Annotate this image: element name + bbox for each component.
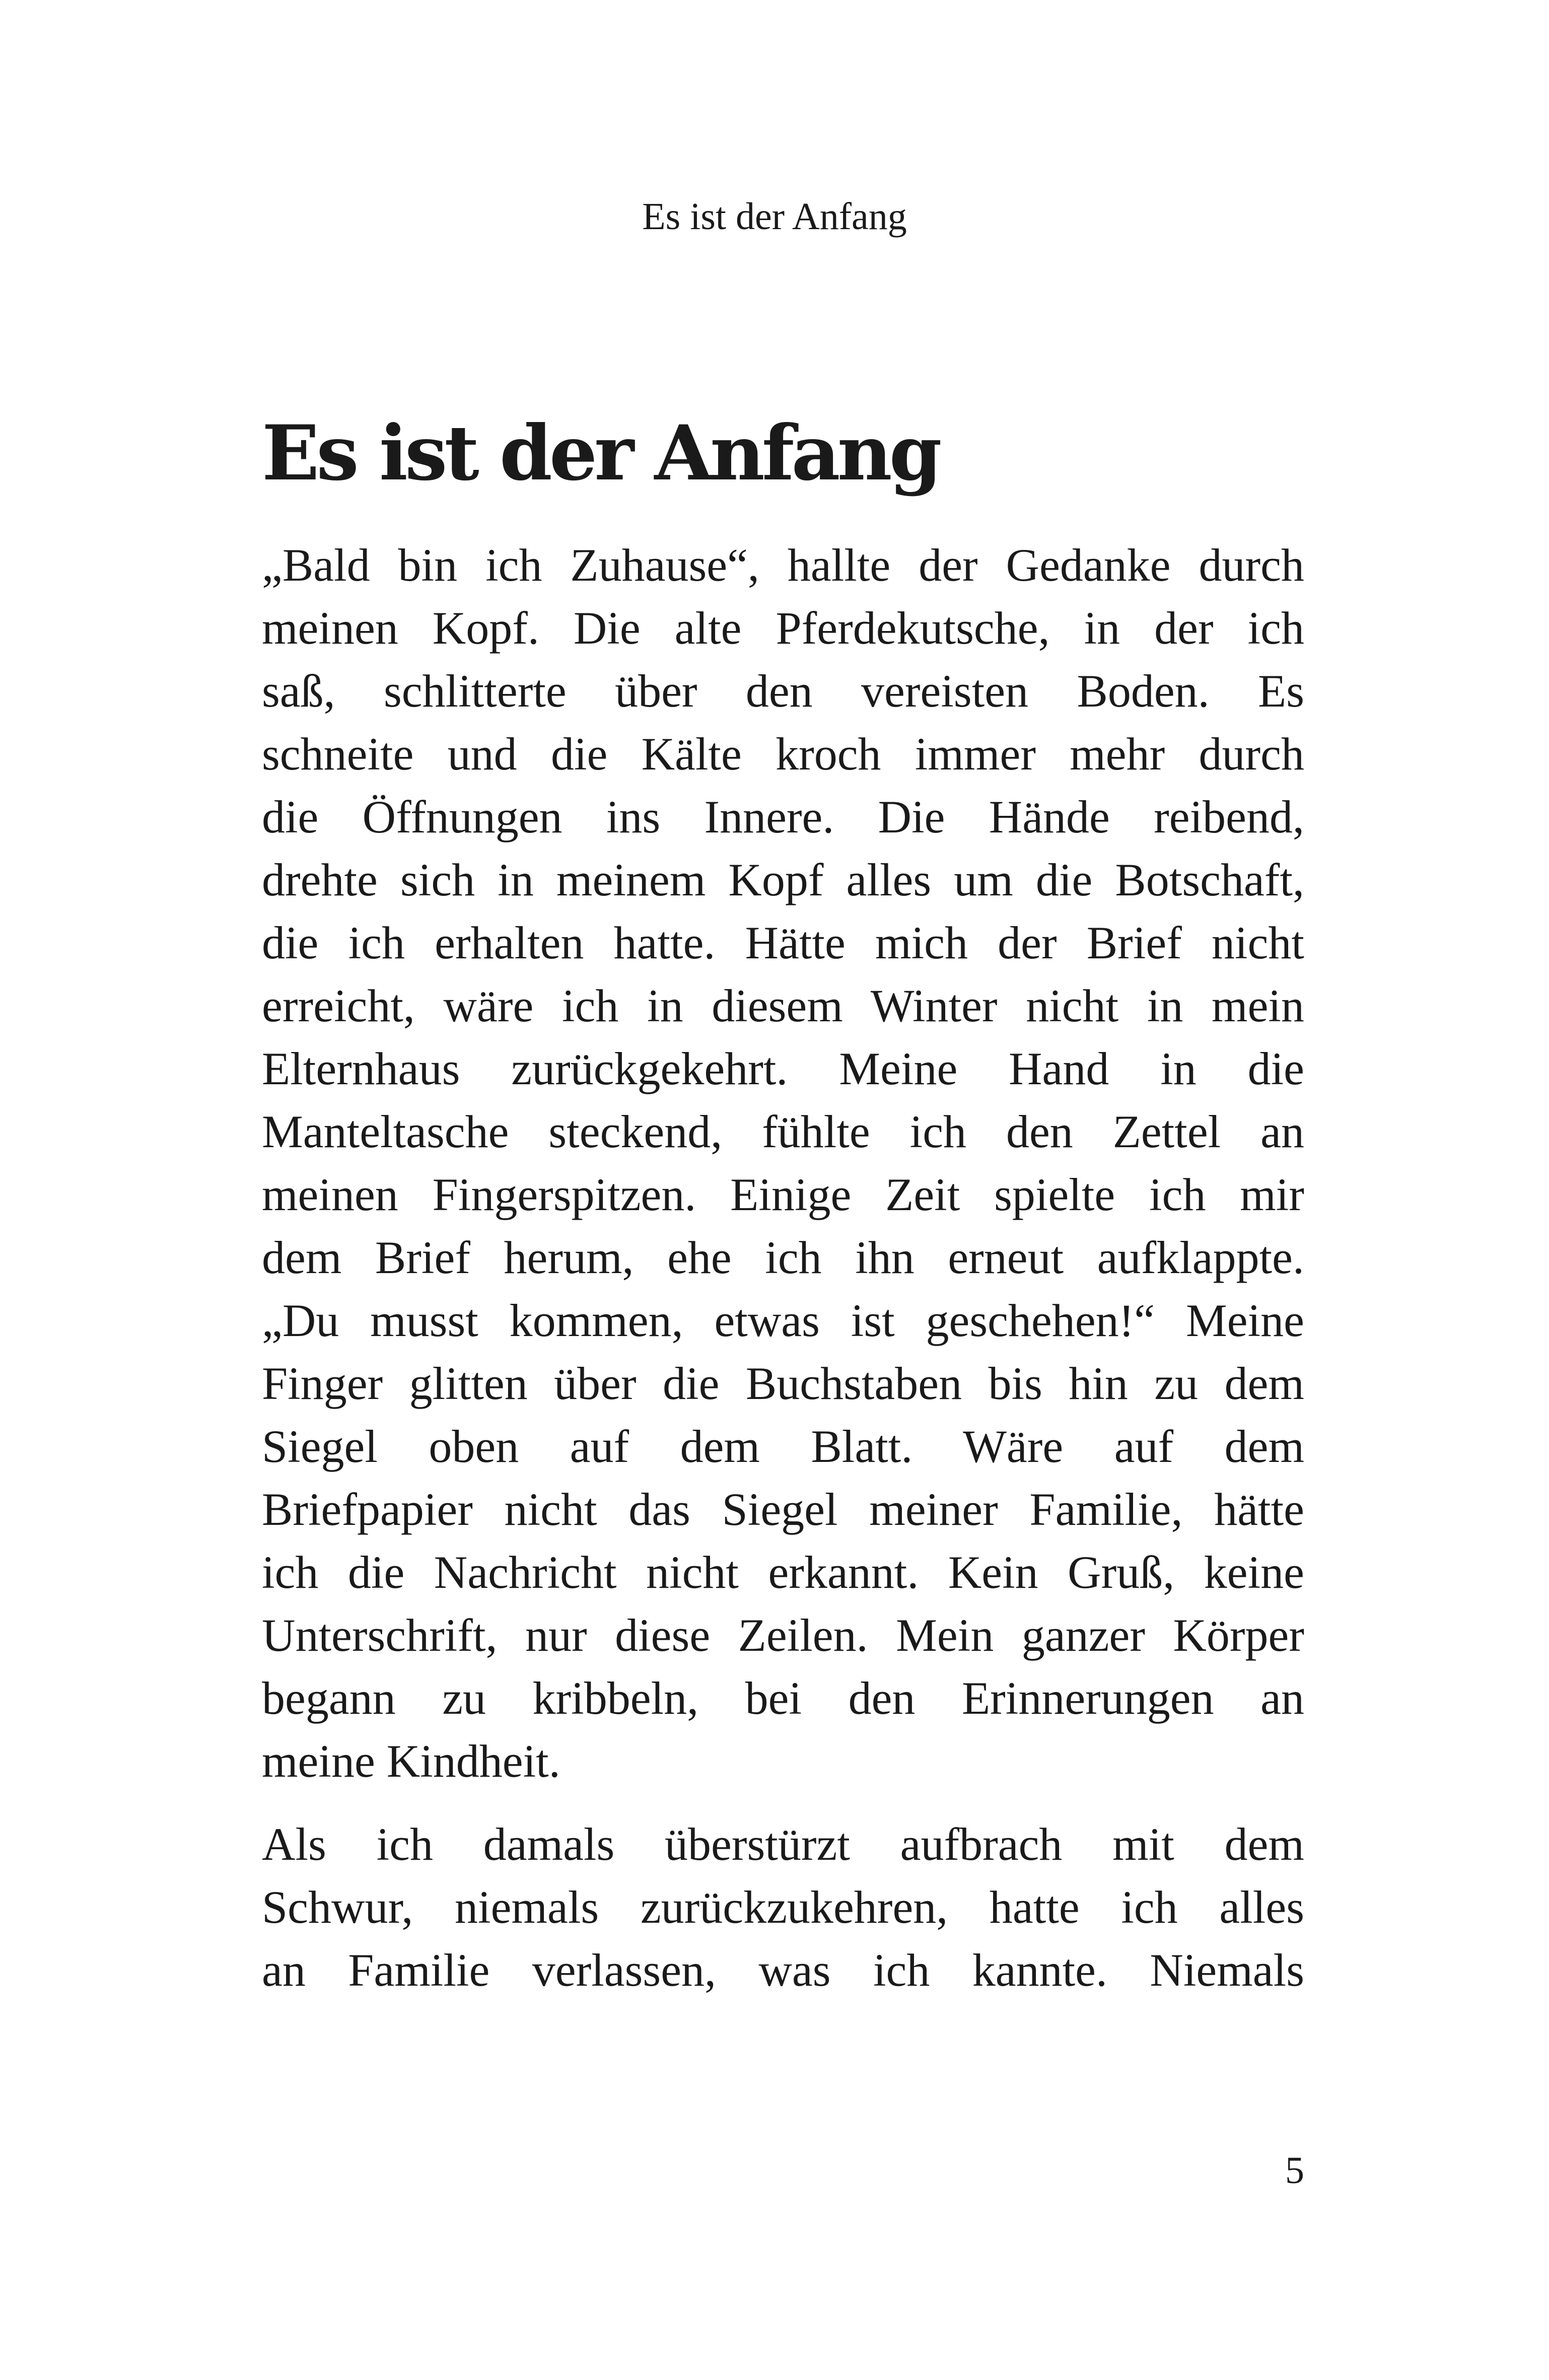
text-line: begann zu kribbeln, bei den Erinnerungen an: [262, 1672, 1304, 1724]
text-line: die Öffnungen ins Innere. Die Hände reibend,: [262, 791, 1304, 843]
text-line: drehte sich in meinem Kopf alles um die Botschaft,: [262, 854, 1304, 905]
text-line: meinen Fingerspitzen. Einige Zeit spielte ich mir: [262, 1169, 1304, 1220]
text-line: an Familie verlassen, was ich kannte. Niemals: [262, 1944, 1304, 1996]
text-line: schneite und die Kälte kroch immer mehr durch: [262, 728, 1304, 780]
text-line: erreicht, wäre ich in diesem Winter nicht in mein: [262, 980, 1304, 1031]
text-line: Unterschrift, nur diese Zeilen. Mein ganzer Körper: [262, 1609, 1304, 1661]
paragraph-spacing: [262, 1793, 1304, 1813]
text-line: Siegel oben auf dem Blatt. Wäre auf dem: [262, 1421, 1304, 1472]
text-line: Elternhaus zurückgekehrt. Meine Hand in die: [262, 1043, 1304, 1094]
running-head: Es ist der Anfang: [642, 195, 907, 238]
text-line: Als ich damals überstürzt aufbrach mit dem: [262, 1818, 1304, 1870]
text-line: Manteltasche steckend, fühlte ich den Zettel an: [262, 1106, 1304, 1157]
paragraph: [262, 1813, 1304, 2002]
text-line: meinen Kopf. Die alte Pferdekutsche, in der ich: [262, 602, 1304, 654]
text-line: Finger glitten über die Buchstaben bis hin zu dem: [262, 1358, 1304, 1409]
text-line: ich die Nachricht nicht erkannt. Kein Gruß, keine: [262, 1547, 1304, 1598]
text-line: dem Brief herum, ehe ich ihn erneut aufklappte.: [262, 1232, 1304, 1283]
text-line: Schwur, niemals zurückzukehren, hatte ich alles: [262, 1881, 1304, 1933]
chapter-title: Es ist der Anfang: [262, 409, 939, 498]
text-line: meine Kindheit.: [262, 1735, 560, 1787]
text-line: „Bald bin ich Zuhause“, hallte der Gedanke durch: [262, 539, 1304, 591]
body-text: [262, 534, 1304, 2002]
text-line: die ich erhalten hatte. Hätte mich der Brief nicht: [262, 917, 1304, 968]
text-line: Briefpapier nicht das Siegel meiner Familie, hätte: [262, 1484, 1304, 1535]
paragraph: [262, 534, 1304, 1793]
text-line: saß, schlitterte über den vereisten Boden. Es: [262, 665, 1304, 717]
page-number: 5: [1285, 2149, 1304, 2192]
text-line: „Du musst kommen, etwas ist geschehen!“ Meine: [262, 1295, 1304, 1346]
